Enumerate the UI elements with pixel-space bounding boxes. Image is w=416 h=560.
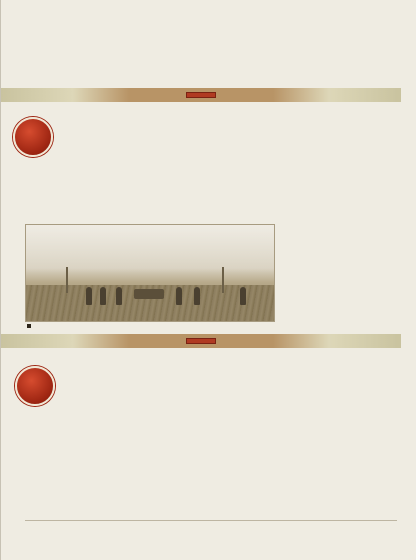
photo-pole <box>66 267 68 293</box>
spec-row <box>147 125 273 132</box>
caption-square-icon <box>27 324 31 328</box>
section1-right-text <box>283 108 397 312</box>
top-text-columns <box>25 38 397 82</box>
airship-photo <box>25 224 275 322</box>
section-title <box>186 92 216 98</box>
year-badge <box>15 366 55 406</box>
spec-row <box>147 144 273 151</box>
photo-figure <box>100 287 106 305</box>
spec-row <box>147 151 273 158</box>
photo-pole <box>222 267 224 293</box>
spec-row <box>147 118 273 125</box>
spec-title <box>147 108 273 116</box>
footer-divider <box>25 520 397 521</box>
section1-middle-text <box>147 158 273 214</box>
section-banner-armored-trains <box>1 334 401 348</box>
photo-figure <box>86 287 92 305</box>
section-banner-airships <box>1 88 401 102</box>
section-title <box>186 338 216 344</box>
photo-caption-bar <box>25 322 275 330</box>
photo-figure <box>176 287 182 305</box>
top-column-3 <box>281 38 397 82</box>
section2-column-1-continued <box>25 418 139 516</box>
photo-figure <box>116 287 122 305</box>
spec-row <box>147 138 273 145</box>
photo-figure <box>240 287 246 305</box>
photo-figure <box>194 287 200 305</box>
section2-column-3 <box>277 356 397 516</box>
top-column-1 <box>25 38 141 82</box>
photo-sky <box>26 225 274 273</box>
section2-column-2 <box>151 356 267 516</box>
top-column-2 <box>153 38 269 82</box>
section1-intro-text <box>55 108 135 196</box>
spec-row <box>147 131 273 138</box>
year-badge <box>13 117 53 157</box>
photo-gondola <box>134 289 164 299</box>
section2-column-1 <box>59 356 139 414</box>
